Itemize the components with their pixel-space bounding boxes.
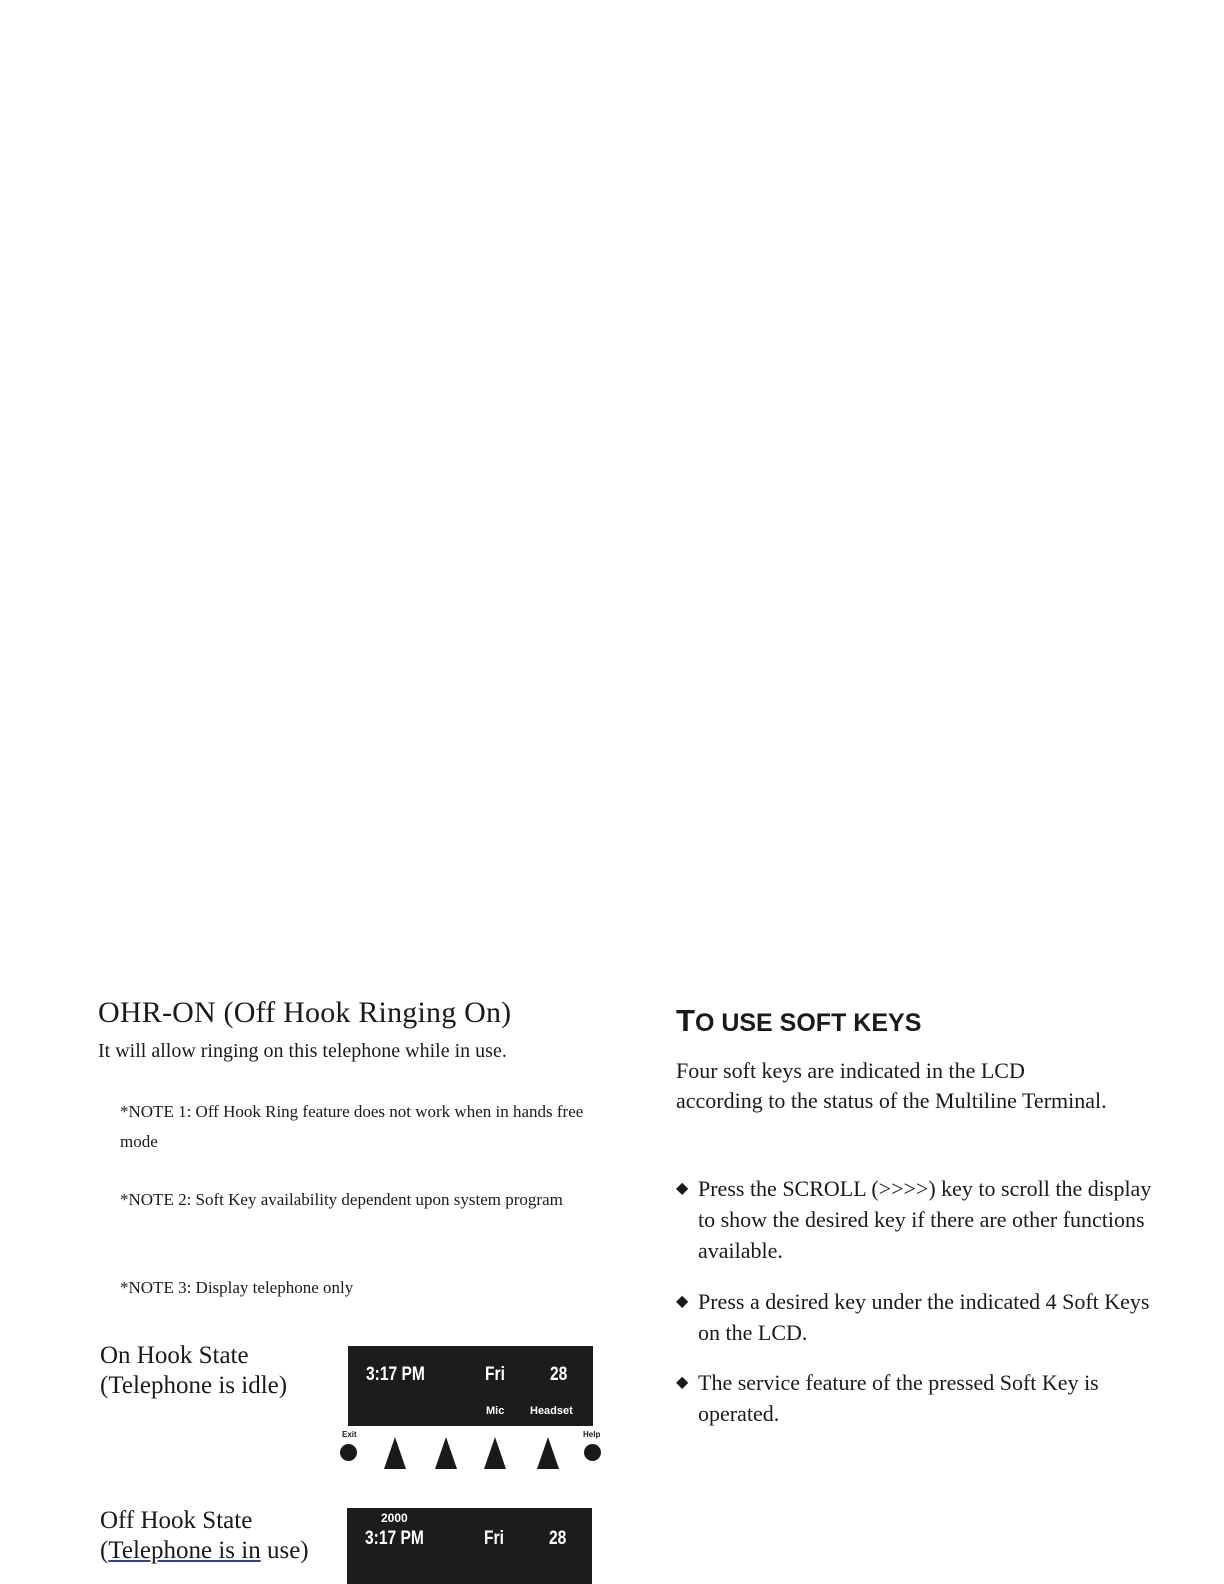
on-hook-state-title: On Hook State bbox=[100, 1342, 249, 1369]
off-hook-state-subtitle: (Telephone is in use) bbox=[100, 1537, 309, 1564]
soft-keys-bullet-2: ◆ Press a desired key under the indicated 4 Soft Keys on the LCD. bbox=[676, 1286, 1166, 1348]
soft-key-3[interactable] bbox=[484, 1437, 506, 1469]
on-hook-lcd-display bbox=[348, 1346, 593, 1426]
off-hook-state-label bbox=[100, 1506, 309, 1566]
soft-keys-intro: Four soft keys are indicated in the LCD according to the status of the Multiline Terminal. bbox=[676, 1058, 1107, 1113]
lcd-time: 3:17 PM bbox=[365, 1528, 424, 1549]
lcd-softkey-headset: Headset bbox=[530, 1405, 573, 1417]
lcd-day: Fri bbox=[484, 1528, 504, 1549]
diamond-bullet-icon: ◆ bbox=[676, 1180, 689, 1197]
soft-keys-bullet-1: ◆ Press the SCROLL (>>>>) key to scroll the display to show the desired key if there are other functions available. bbox=[676, 1173, 1166, 1266]
lcd-softkey-mic: Mic bbox=[486, 1405, 505, 1417]
exit-key[interactable] bbox=[340, 1444, 357, 1461]
soft-key-2[interactable] bbox=[435, 1437, 457, 1469]
lcd-extension: 2000 bbox=[381, 1511, 408, 1525]
lcd-day: Fri bbox=[485, 1364, 505, 1385]
lcd-time: 3:17 PM bbox=[366, 1364, 425, 1385]
soft-keys-heading: TO USE SOFT KEYS bbox=[676, 1003, 922, 1038]
soft-key-1[interactable] bbox=[384, 1437, 406, 1469]
diamond-bullet-icon: ◆ bbox=[676, 1293, 689, 1310]
note-1: *NOTE 1: Off Hook Ring feature does not work when in hands free mode bbox=[120, 1102, 584, 1151]
ohr-on-description: It will allow ringing on this telephone while in use. bbox=[98, 1040, 507, 1062]
lcd-date: 28 bbox=[550, 1364, 568, 1385]
note-2: *NOTE 2: Soft Key availability dependent upon system program bbox=[120, 1190, 563, 1209]
soft-key-4[interactable] bbox=[537, 1437, 559, 1469]
off-hook-state-title: Off Hook State bbox=[100, 1507, 253, 1534]
on-hook-state-label bbox=[100, 1341, 287, 1401]
on-hook-state-subtitle: (Telephone is idle) bbox=[100, 1372, 288, 1399]
lcd-date: 28 bbox=[549, 1528, 567, 1549]
soft-keys-bullet-3: ◆ The service feature of the pressed Soft Key is operated. bbox=[676, 1367, 1166, 1429]
note-3: *NOTE 3: Display telephone only bbox=[120, 1278, 354, 1297]
ohr-on-heading: OHR-ON (Off Hook Ringing On) bbox=[98, 996, 512, 1029]
help-key-label: Help bbox=[583, 1430, 601, 1439]
diamond-bullet-icon: ◆ bbox=[676, 1374, 689, 1391]
exit-key-label: Exit bbox=[342, 1430, 357, 1439]
help-key[interactable] bbox=[584, 1444, 601, 1461]
off-hook-lcd-display bbox=[347, 1508, 592, 1584]
